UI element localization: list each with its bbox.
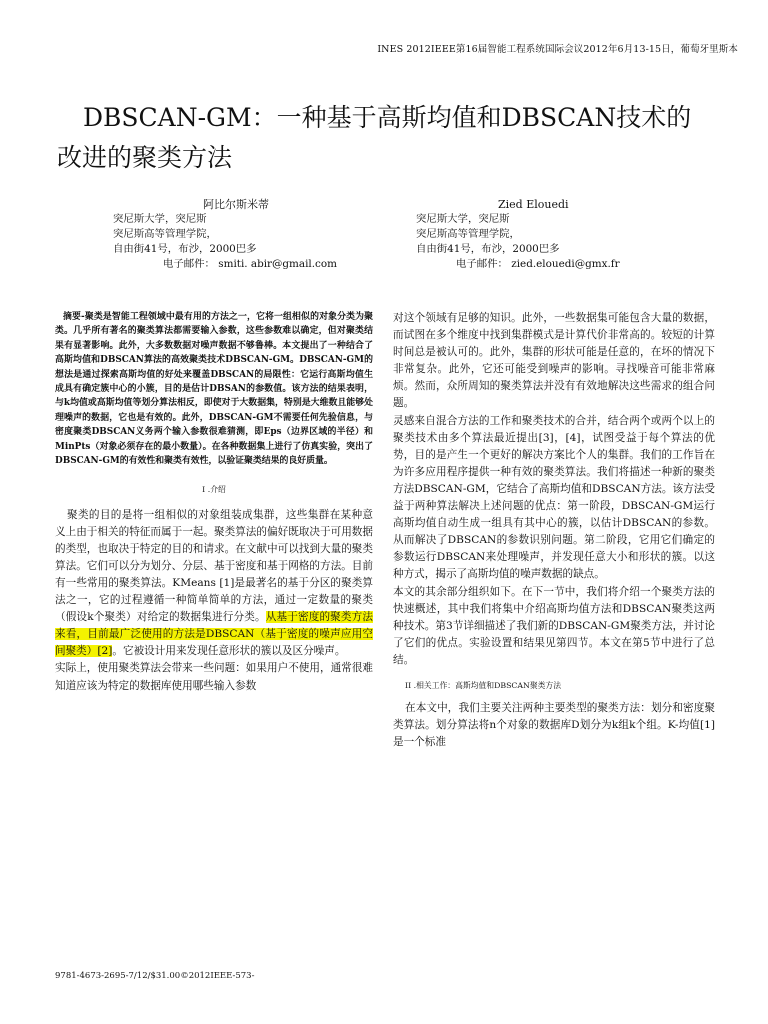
author-address: 自由街41号，布沙，2000巴多 — [416, 243, 560, 255]
author-affiliation: 突尼斯高等管理学院， — [113, 228, 217, 240]
author-name: 阿比尔斯米蒂 — [203, 198, 269, 211]
body-paragraph: 灵感来自混合方法的工作和聚类技术的合并，结合两个或两个以上的聚类技术由多个算法最近提出[3]，[4]，试图受益于每个算法的优势，目的是产生一个更好的解决方案比个人的集群。我们的工作旨在为许多应用程序提供一种有效的聚类算法。我们将描述一种新的聚类方法DBSCAN-GM，它结合了高斯均值和DBSCAN方法。该方法受益于两种算法解决上述问题的优点：第一阶段，DBSCAN-GM运行高斯均值自动生成一组具有其中心的簇，以估计DBSCAN的参数。从而解决了DBSCAN的参数识别问题。第二阶段，它用它们确定的参数运行DBSCAN来处理噪声，并发现任意大小和形状的簇。以这种方式，揭示了高斯均值的噪声数据的缺点。 — [393, 414, 715, 581]
author-address: 自由街41号，布沙，2000巴多 — [113, 243, 257, 255]
intro-paragraph: 实际上，使用聚类算法会带来一些问题：如果用户不使用，通常很难知道应该为特定的数据库使用哪些输入参数 — [55, 662, 373, 692]
author-name: Zied Elouedi — [498, 198, 569, 211]
author-email: 电子邮件： smiti. abir@gmail.com — [163, 258, 337, 270]
highlighted-text: 从基于密度的聚类方法来看，目前最广泛使用的方法是DBSCAN（基于密度的噪声应用空间聚类）[2] — [55, 611, 374, 658]
author-affiliation: 突尼斯大学，突尼斯 — [416, 213, 510, 225]
section-heading-related-work: II .相关工作：高斯均值和DBSCAN聚类方法 — [405, 680, 562, 690]
abstract — [55, 310, 373, 468]
author-affiliation: 突尼斯高等管理学院， — [416, 228, 520, 240]
paper-title — [57, 98, 737, 178]
author-block-1 — [113, 197, 337, 272]
body-paragraph: 对这个领域有足够的知识。此外，一些数据集可能包含大量的数据，而试图在多个维度中找到集群模式是计算代价非常高的。较短的计算时间总是被认可的。此外，集群的形状可能是任意的，在坏的情况下非常复杂。此外，它还可能受到噪声的影响。寻找噪音可能非常麻烦。然而，众所周知的聚类算法并没有有效地解决这些需求的组合问题。 — [393, 312, 715, 410]
left-column — [55, 310, 373, 695]
right-column — [393, 310, 715, 751]
abstract-text: 摘要-聚类是智能工程领域中最有用的方法之一，它将一组相似的对象分类为聚类。几乎所有著名的聚类算法都需要输入参数，这些参数难以确定，但对聚类结果有显著影响。此外，大多数数据对噪声数据不够鲁棒。本文提出了一种结合了高斯均值和DBSCAN算法的高效聚类技术DBSCAN-GM。DBSCAN-GM的想法是通过探索高斯均值的好处来覆盖DBSCAN的局限性：它运行高斯均值生成具有确定簇中心的小簇，目的是估计DBSAN的参数值。该方法的结果表明，与k均值或高斯均值等划分算法相反，即使对于大数据集，特别是大维数且能够处理噪声的数据，它也是有效的。此外，DBSCAN-GM不需要任何先验信息，与密度聚类DBSCAN义务两个输入参数很难猜测，即Eps（边界区域的半径）和MinPts（对象必须存在的最小数量）。在各种数据集上进行了仿真实验，突出了DBSCAN-GM的有效性和聚类有效性，以验证聚类结果的良好质量。 — [55, 312, 373, 467]
paragraph-text: 。它被设计用来发现任意形状的簇以及区分噪声。 — [112, 645, 346, 658]
body-paragraph: 在本文中，我们主要关注两种主要类型的聚类方法：划分和密度聚类算法。划分算法将n个对象的数据库D划分为k组k个组。K-均值[1]是一个标准 — [393, 702, 715, 749]
author-block-2 — [416, 197, 620, 272]
section-heading-introduction: I .介绍 — [202, 485, 226, 495]
author-email: 电子邮件： zied.elouedi@gmx.fr — [456, 258, 620, 270]
author-affiliation: 突尼斯大学，突尼斯 — [113, 213, 207, 225]
title-line-2: 改进的聚类方法 — [57, 143, 233, 172]
conference-header: INES 2012IEEE第16届智能工程系统国际会议2012年6月13-15日，葡萄牙里斯本 — [377, 44, 738, 55]
title-line-1: DBSCAN-GM：一种基于高斯均值和DBSCAN技术的 — [83, 103, 692, 132]
paragraph-text: 聚类的目的是将一组相似的对象组装成集群，这些集群在某种意义上由于相关的特征而属于一起。聚类算法的偏好既取决于可用数据的类型，也取决于特定的目的和请求。在文献中可以找到大量的聚类算法。它们可以分为划分、分层、基于密度和基于网格的方法。目前有一些常用的聚类算法。KMeans [1]是最著名的基于分区的聚类算法之一，它的过程遵循一种简单简单的方法，通过一定数量的聚类（假设k个聚类）对给定的数据集进行分类。 — [55, 508, 373, 624]
page-footer: 9781-4673-2695-7/12/$31.00©2012IEEE-573- — [55, 971, 255, 981]
intro-paragraph — [55, 507, 373, 661]
body-paragraph: 本文的其余部分组织如下。在下一节中，我们将介绍一个聚类方法的快速概述，其中我们将集中介绍高斯均值方法和DBSCAN聚类这两种技术。第3节详细描述了我们新的DBSCAN-GM聚类方法，并讨论了它们的优点。实验设置和结果见第四节。本文在第5节中进行了总结。 — [393, 585, 715, 666]
